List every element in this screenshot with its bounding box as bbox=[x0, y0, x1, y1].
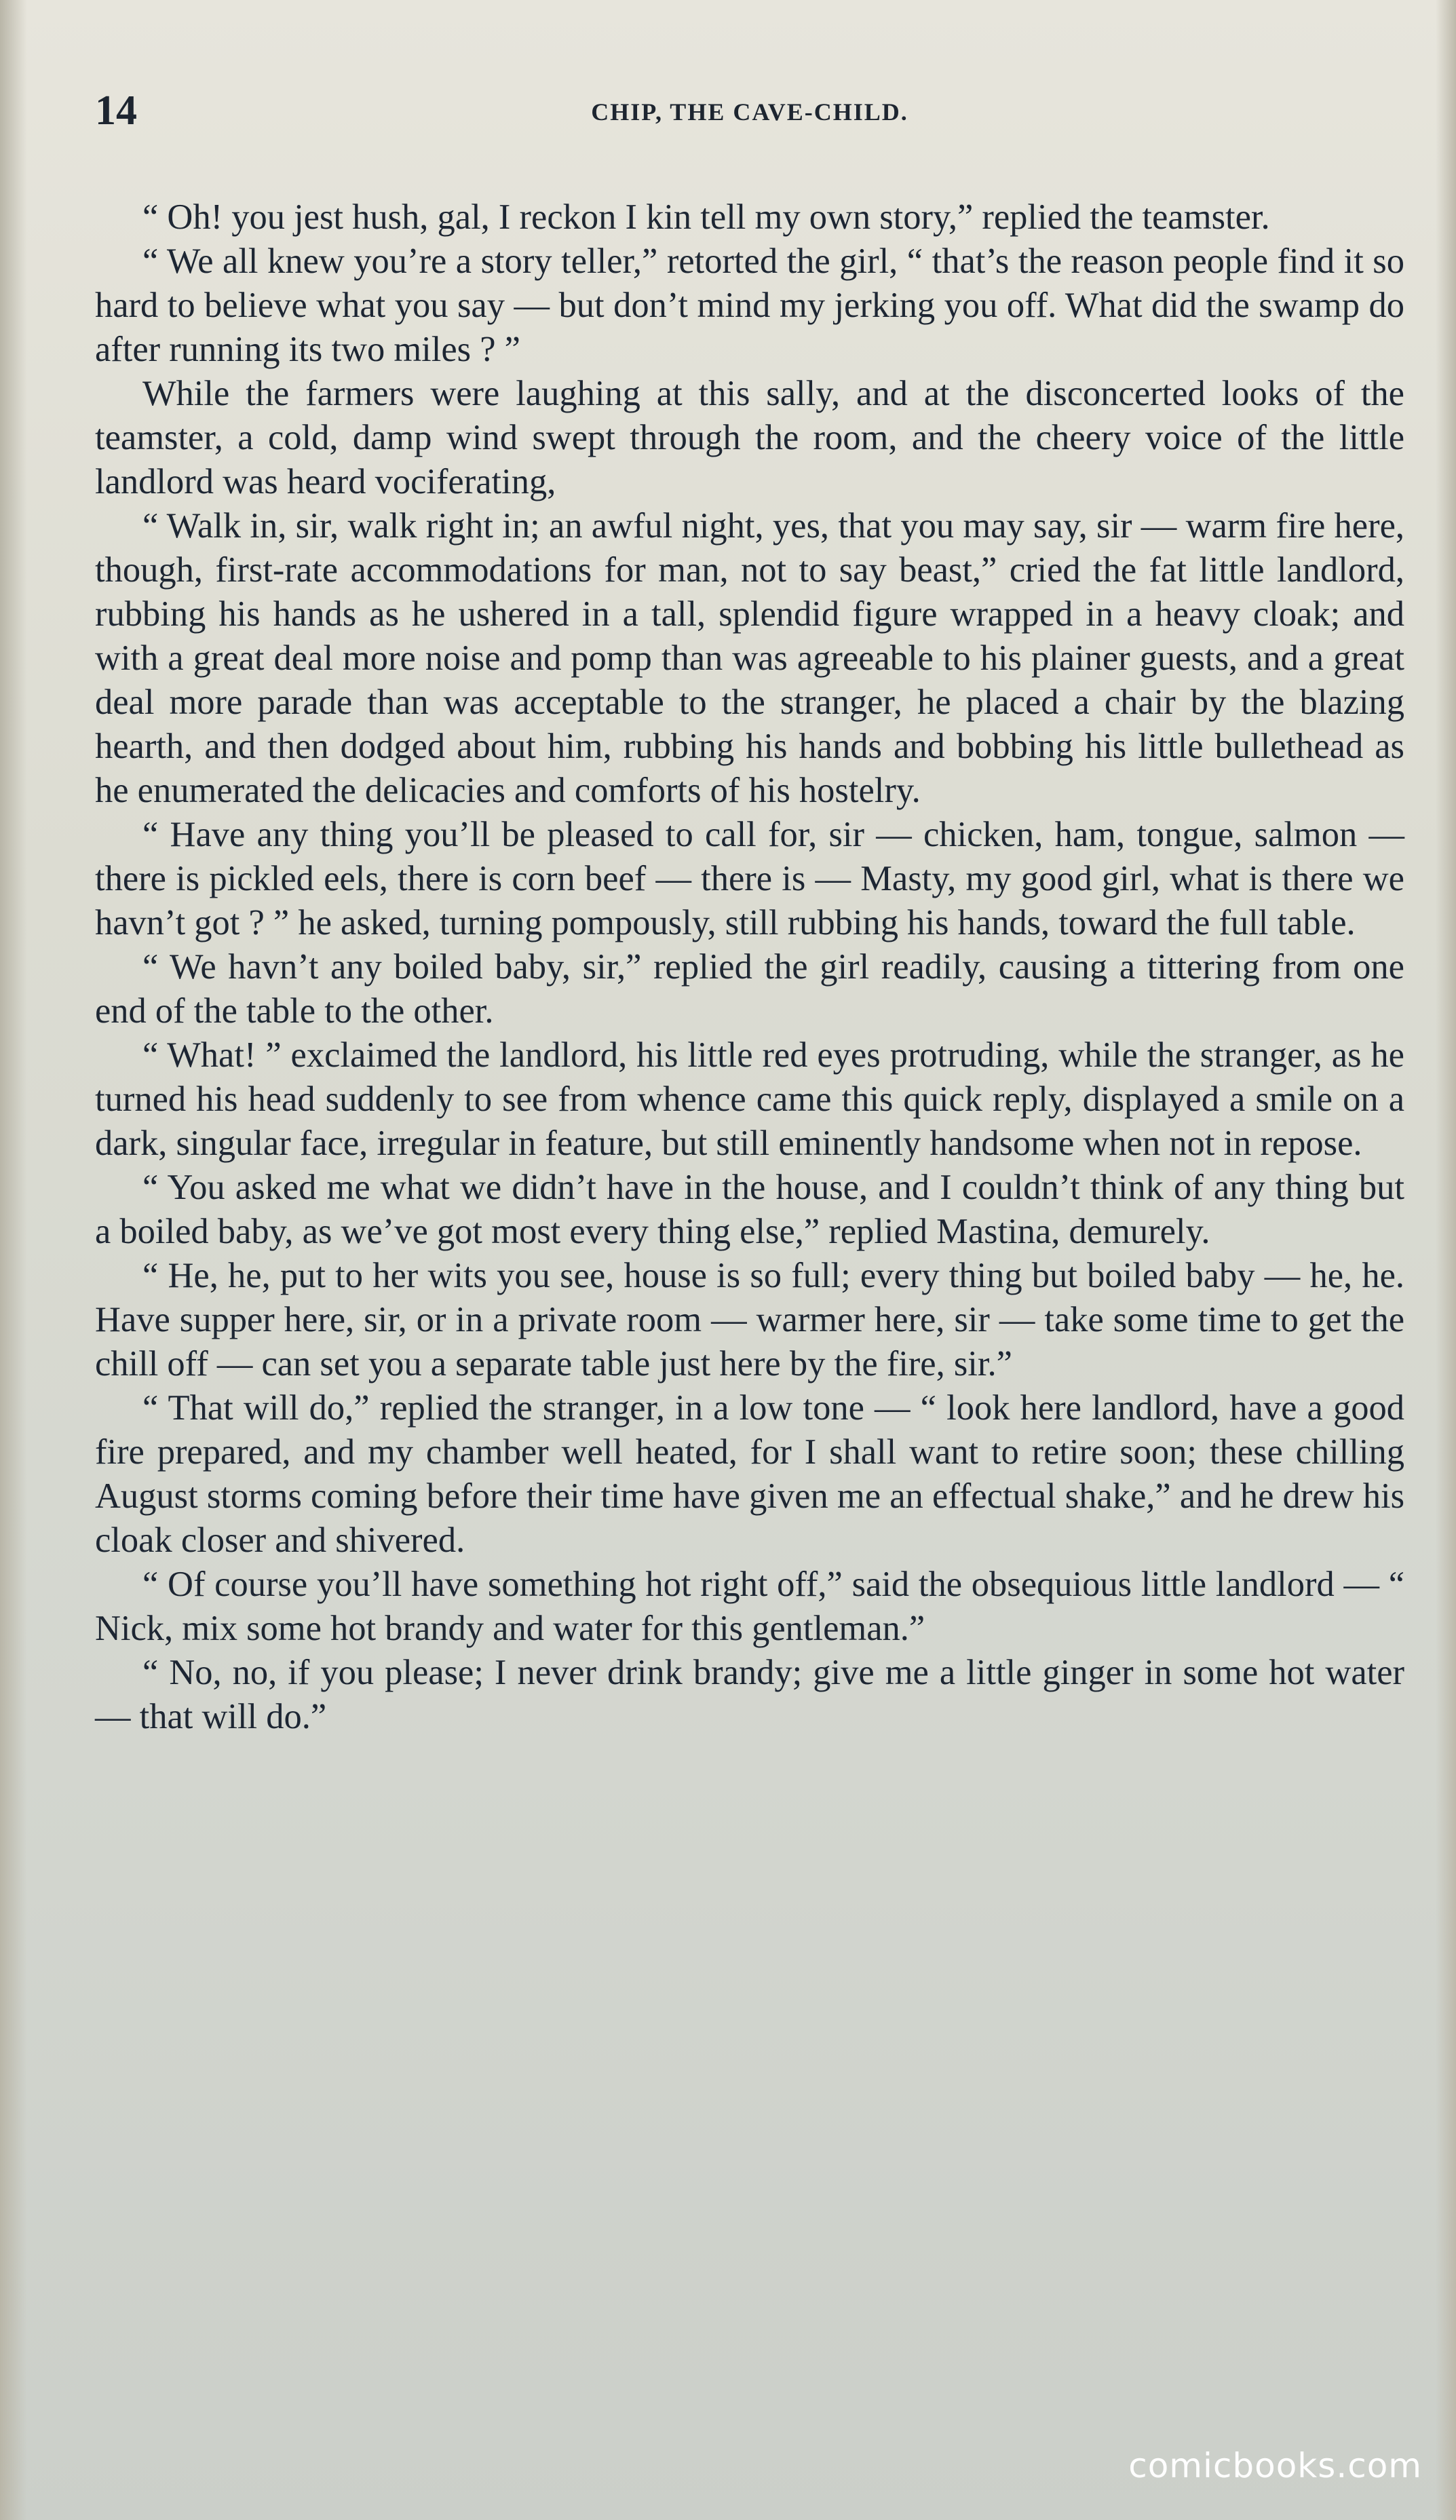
page-edge-left bbox=[0, 0, 27, 2520]
page-edge-right bbox=[1436, 0, 1456, 2520]
page-header bbox=[95, 87, 1404, 141]
paragraph: “ You asked me what we didn’t have in the house, and I couldn’t think of any thing but a boiled baby, as we’ve got most every thing else,” replied Mastina, demurely. bbox=[95, 1168, 1404, 1251]
site-watermark: comicbooks.com bbox=[1128, 2446, 1422, 2485]
paragraph: “ Have any thing you’ll be pleased to call for, sir — chicken, ham, tongue, salmon — there is pickled eels, there is corn beef — there is — Masty, my good girl, what is there we havn’t got ? ” he asked, turning pompously, still rubbing his hands, toward the full table. bbox=[95, 815, 1404, 942]
page-number: 14 bbox=[95, 88, 137, 134]
paragraph: “ Oh! you jest hush, gal, I reckon I kin tell my own story,” replied the teamster. bbox=[142, 197, 1270, 237]
paragraph: “ He, he, put to her wits you see, house is so full; every thing but boiled baby — he, he. Have supper here, sir, or in a private room — warmer here, sir — take some time to get the chill off — can set you a separate table just here by the fire, sir.” bbox=[95, 1256, 1404, 1383]
paragraph: “ That will do,” replied the stranger, in a low tone — “ look here landlord, have a good fire prepared, and my chamber well heated, for I shall want to retire soon; these chilling August storms coming before their time have given me an effectual shake,” and he drew his cloak closer and shivered. bbox=[95, 1388, 1404, 1560]
paragraph: “ We all knew you’re a story teller,” retorted the girl, “ that’s the reason people find it so hard to believe what you say — but don’t mind my jerking you off. What did the swamp do after running its two miles ? ” bbox=[95, 242, 1404, 369]
paragraph: “ We havn’t any boiled baby, sir,” replied the girl readily, causing a tittering from one end of the table to the other. bbox=[95, 947, 1404, 1031]
paragraph: “ No, no, if you please; I never drink brandy; give me a little ginger in some hot water — that will do.” bbox=[95, 1653, 1404, 1736]
running-title: CHIP, THE CAVE-CHILD. bbox=[591, 98, 908, 126]
paragraph: “ Of course you’ll have something hot right off,” said the obsequious little landlord — “ Nick, mix some hot brandy and water for this gentleman.” bbox=[95, 1565, 1404, 1648]
paragraph: “ What! ” exclaimed the landlord, his little red eyes protruding, while the stranger, as he turned his head suddenly to see from whence came this quick reply, displayed a smile on a dark, singular face, irregular in feature, but still eminently handsome when not in repose. bbox=[95, 1035, 1404, 1163]
paragraph: While the farmers were laughing at this sally, and at the disconcerted looks of the teamster, a cold, damp wind swept through the room, and the cheery voice of the little landlord was heard vociferating, bbox=[95, 374, 1404, 501]
paragraph: “ Walk in, sir, walk right in; an awful night, yes, that you may say, sir — warm fire here, though, first-rate accommodations for man, not to say beast,” cried the fat little landlord, rubbing his hands as he ushered in a tall, splendid figure wrapped in a heavy cloak; and with a great deal more noise and pomp than was agreeable to his plainer guests, and a great deal more parade than was acceptable to the stranger, he placed a chair by the blazing hearth, and then dodged about him, rubbing his hands and bobbing his little bullethead as he enumerated the delicacies and comforts of his hostelry. bbox=[95, 506, 1404, 810]
body-text bbox=[95, 195, 1404, 2401]
